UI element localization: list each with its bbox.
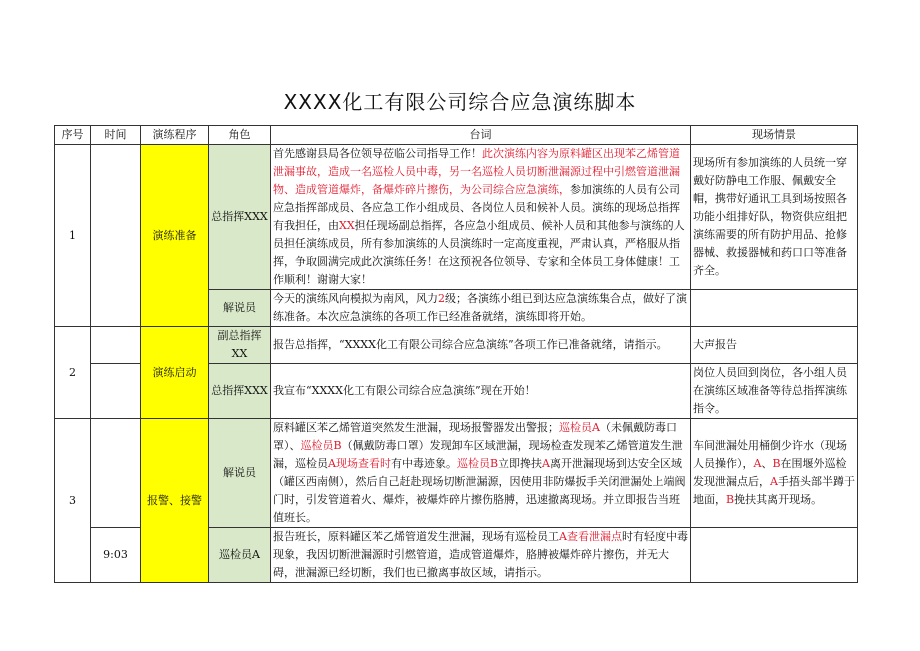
row-role: 解说员 [209, 419, 271, 528]
drill-script-table [54, 125, 858, 583]
line-text-highlight: 巡检员B [300, 439, 342, 452]
row-procedure: 演练启动 [141, 327, 209, 419]
line-text: 时有轻度中毒现象，我因切断泄漏源时引燃管道，造成管道爆炸，胳膊被爆炸碎片擦伤，并无大碍，泄漏源已经切断，我们也已撤离事故区域，请指示。 [273, 530, 688, 579]
line-text: 报告班长，原料 [273, 530, 350, 543]
header-procedure: 演练程序 [141, 126, 209, 145]
document-title: XXXX化工有限公司综合应急演练脚本 [283, 90, 637, 114]
row-role: 解说员 [209, 290, 271, 327]
line-text-highlight: A现场查看时 [328, 457, 391, 470]
scene-text-highlight: A [770, 475, 778, 488]
scene-text-highlight: B [772, 457, 781, 470]
row-lines [271, 145, 691, 290]
scene-text: 车间泄漏处用桶倒少许水（现场人员操作）， [693, 439, 847, 470]
line-text-highlight: 巡检员B [456, 457, 499, 470]
header-role: 角色 [209, 126, 271, 145]
line-text: （佩戴防毒口罩）发现卸车区域泄漏，现场检查发现苯乙烯管道发生泄漏，巡检员 [273, 439, 683, 470]
scene-text: 手捂头部半蹲于地面， [693, 475, 855, 506]
row-scene [691, 528, 858, 583]
row-time [91, 145, 141, 327]
header-time: 时间 [91, 126, 141, 145]
row-lines: 报告总指挥，“XXXX化工有限公司综合应急演练”各项工作已准备就绪，请指示。 [271, 327, 691, 364]
header-scene: 现场情景 [691, 126, 858, 145]
line-text: 参加演练的人员有公司应急指挥部成员、各应急工作小组成员、各岗位人员和候补人员。演练的现场总指挥有我担任，由 [273, 183, 680, 232]
line-text: 担任现场副总指挥，各应急小组成员、候补人员和其他参与演练的人员担任演练成员，所有参加演练的人员演练时一定高度重视，严肃认真，严格服从指挥，争取圆满完成此次演练任务！在这预祝各位领导、专家和全体员工身体健康！工作顺利！谢谢大家！ [273, 219, 685, 286]
line-text: 立即搀扶 [498, 457, 543, 470]
table-row [55, 327, 858, 364]
row-lines: 我宣布“XXXX化工有限公司综合应急演练”现在开始！ [271, 364, 691, 419]
row-procedure: 演练准备 [141, 145, 209, 327]
line-text: 有中毒迹象。 [390, 457, 457, 470]
row-lines [271, 419, 691, 528]
line-text: 今天的演练风向模拟为南风，风力 [273, 292, 438, 305]
line-text: 级；各演练小组已到达应急演练集合点，做好了演练准备。本次应急演练的各项工作已经准备就绪，演练即将开始。 [273, 292, 687, 323]
table-row [55, 145, 858, 290]
header-no: 序号 [55, 126, 91, 145]
row-time: 9:03 [91, 528, 141, 583]
line-text-highlight: 2 [438, 292, 445, 305]
row-role: 巡检员A [209, 528, 271, 583]
row-role: 总指挥XXX [209, 364, 271, 419]
line-text: 首先感谢县局各位领导莅临公司指导工作！ [273, 147, 482, 160]
line-text-highlight: XX [339, 219, 355, 232]
row-role: 总指挥XXX [209, 145, 271, 290]
scene-text: 在围堰外巡检发现泄漏点后， [693, 457, 847, 488]
row-lines [271, 290, 691, 327]
scene-text-highlight: B [726, 493, 735, 506]
row-scene: 大声报告 [691, 327, 858, 364]
line-text: 离开泄漏现场到达安全区域（罐区西南侧），然后自己赶赴现场切断泄漏源，因使用非防爆扳手关闭泄漏处上端阀门时，引发管道着火、爆炸，被爆炸碎片擦伤胳膊，迅速撤离现场。并立即报告当班值班长。 [273, 457, 686, 524]
row-role: 副总指挥XX [209, 327, 271, 364]
row-number: 1 [55, 145, 91, 327]
row-number: 3 [55, 419, 91, 583]
header-lines: 台词 [271, 126, 691, 145]
row-lines [271, 528, 691, 583]
table-row [55, 419, 858, 528]
row-number: 2 [55, 327, 91, 419]
row-scene [691, 290, 858, 327]
row-time [91, 419, 141, 528]
scene-text: 、 [761, 457, 773, 470]
row-time [91, 364, 141, 419]
line-text: 罐区苯乙烯管道发生泄漏，现场有巡检员工 [350, 530, 559, 543]
scene-text: 挽扶其离开现场。 [734, 493, 823, 506]
row-scene [691, 419, 858, 528]
scene-text-highlight: A [753, 457, 762, 470]
line-text: 原料罐区苯乙烯管道突然发生泄漏，现场报警器发出警报； [273, 421, 559, 434]
line-text-highlight: 巡检员A [559, 421, 600, 434]
line-text-highlight: 此次演练内容为原料罐区出现苯乙烯管道泄漏事故，造成一名巡检人员中毒，另一名巡检人员切断泄漏源过程中引燃管道泄漏物、造成管道爆炸，备爆炸碎片擦伤，为公司综合应急演练， [273, 147, 680, 196]
row-scene: 岗位人员回到岗位，各小组人员在演练区域准备等待总指挥演练指令。 [691, 364, 858, 419]
line-text: （未佩戴防毒口罩）、 [273, 421, 677, 452]
row-procedure: 报警、接警 [141, 419, 209, 583]
row-time [91, 327, 141, 364]
table-header-row [55, 126, 858, 145]
row-scene: 现场所有参加演练的人员统一穿戴好防静电工作服、佩戴安全帽，携带好通讯工具到场按照各功能小组排好队，物资供应组把演练需要的所有防护用品、抢修器械、救援器械和药口口等准备齐全。 [691, 145, 858, 290]
line-text-highlight: A查看泄漏点 [559, 530, 622, 543]
line-text-highlight: A [542, 457, 550, 470]
